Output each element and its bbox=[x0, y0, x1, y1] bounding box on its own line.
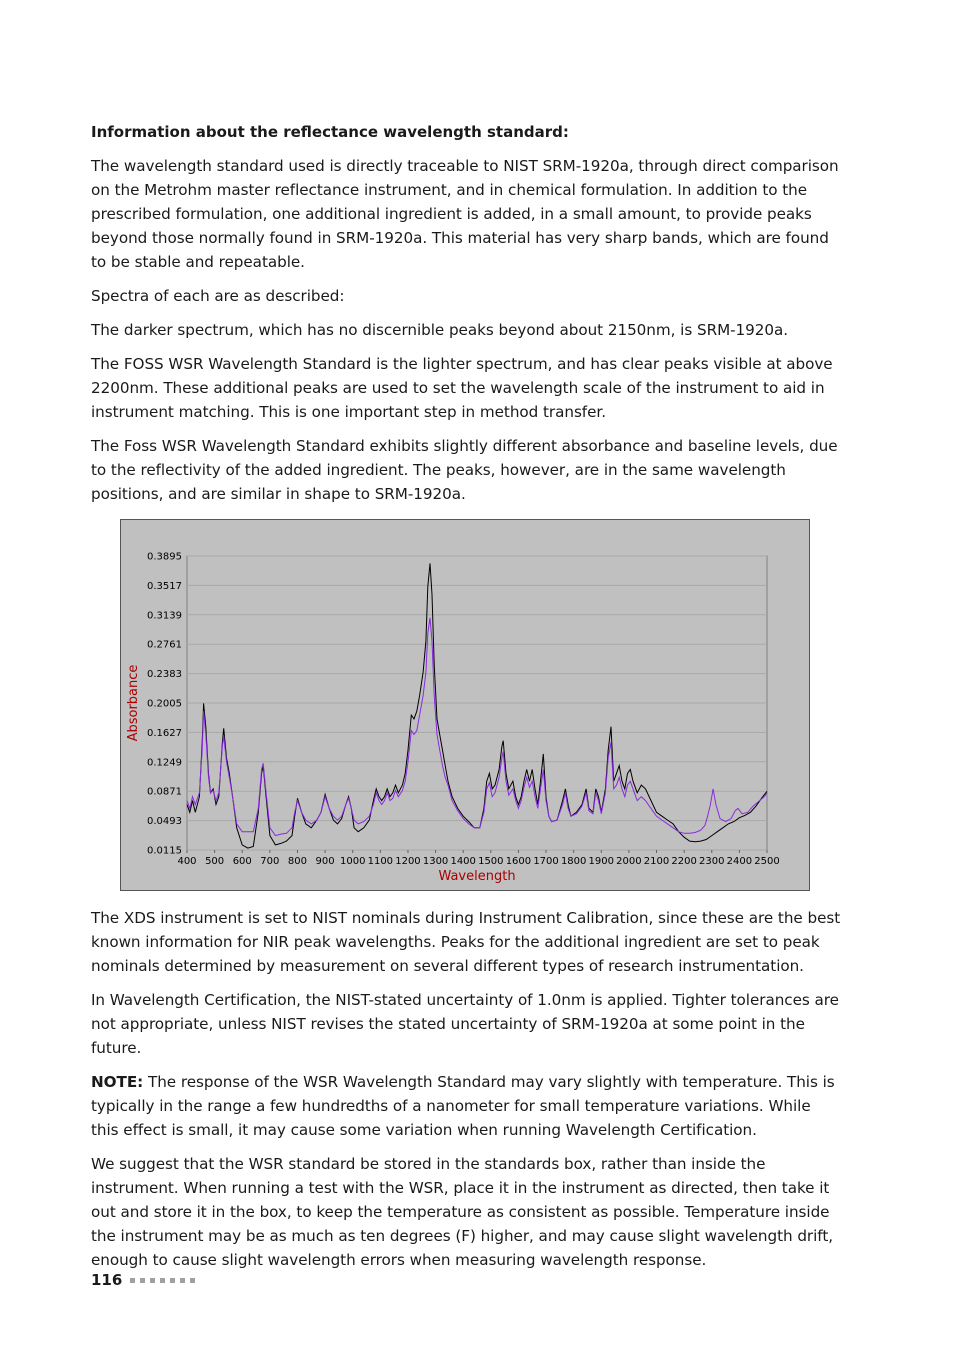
x-tick-label: 700 bbox=[260, 856, 280, 867]
document-page bbox=[91, 120, 841, 516]
y-axis-ticks bbox=[147, 552, 182, 857]
footer-dot bbox=[130, 1278, 135, 1283]
y-tick-label: 0.2005 bbox=[147, 698, 182, 710]
paragraph-spectra-intro: Spectra of each are as described: bbox=[91, 287, 345, 305]
footer-dot bbox=[160, 1278, 165, 1283]
y-tick-label: 0.3895 bbox=[147, 551, 182, 563]
x-tick-label: 1900 bbox=[588, 856, 615, 867]
y-tick-label: 0.1627 bbox=[147, 727, 182, 739]
paragraph-nist-nominals: The XDS instrument is set to NIST nominals during Instrument Calibration, since these are the best known information for NIR peak wavelengths. Peaks for the additional ingredient are set to peak nominals determined by measurement on several different types of research instrumentation. bbox=[91, 909, 841, 975]
x-tick-label: 1000 bbox=[339, 856, 366, 867]
x-tick-label: 1600 bbox=[505, 856, 532, 867]
paragraph-note bbox=[91, 1070, 841, 1142]
footer-dot bbox=[190, 1278, 195, 1283]
paragraph-darker-spectrum: The darker spectrum, which has no discernible peaks beyond about 2150nm, is SRM-1920a. bbox=[91, 321, 789, 339]
x-tick-label: 1500 bbox=[478, 856, 504, 867]
paragraph-uncertainty: In Wavelength Certification, the NIST-stated uncertainty of 1.0nm is applied. Tighter tolerances are not appropriate, unless NIST revises the stated uncertainty of SRM-1920a at some point in the future. bbox=[91, 991, 839, 1057]
y-tick-label: 0.2761 bbox=[147, 639, 182, 651]
x-tick-label: 2400 bbox=[726, 856, 753, 867]
x-tick-label: 1800 bbox=[560, 856, 587, 867]
page-footer bbox=[91, 1268, 195, 1292]
x-tick-label: 1700 bbox=[533, 856, 559, 867]
note-label: NOTE: bbox=[91, 1073, 144, 1091]
x-tick-label: 2100 bbox=[643, 856, 670, 867]
x-tick-label: 1300 bbox=[422, 856, 449, 867]
x-axis-label: Wavelength bbox=[438, 869, 516, 884]
section-heading: Information about the reflectance wavelength standard: bbox=[91, 123, 569, 141]
page-number: 116 bbox=[91, 1271, 123, 1289]
y-tick-label: 0.1249 bbox=[147, 757, 182, 769]
x-tick-label: 1400 bbox=[450, 856, 476, 867]
x-tick-label: 400 bbox=[177, 856, 197, 867]
spectrum-chart bbox=[120, 519, 810, 891]
paragraph-lighter-spectrum: The FOSS WSR Wavelength Standard is the lighter spectrum, and has clear peaks visible at above 2200nm. These additional peaks are used to set the wavelength scale of the instrument to aid in instrument matching. This is one important step in method transfer. bbox=[91, 355, 833, 421]
x-tick-label: 1200 bbox=[395, 856, 421, 867]
y-tick-label: 0.0871 bbox=[147, 786, 182, 798]
x-tick-label: 2500 bbox=[754, 856, 780, 867]
x-axis-ticks bbox=[177, 850, 779, 867]
paragraph-absorbance-differences: The Foss WSR Wavelength Standard exhibits slightly different absorbance and baseline levels, due to the reflectivity of the added ingredient. The peaks, however, are in the same wavelength positions, and are similar in shape to SRM-1920a. bbox=[91, 437, 838, 503]
x-tick-label: 600 bbox=[232, 856, 252, 867]
x-tick-label: 2000 bbox=[616, 856, 642, 867]
spectrum-chart-svg bbox=[121, 520, 809, 890]
footer-dot bbox=[150, 1278, 155, 1283]
x-tick-label: 2300 bbox=[699, 856, 725, 867]
paragraph-traceability: The wavelength standard used is directly traceable to NIST SRM-1920a, through direct comparison on the Metrohm master reflectance instrument, and in chemical formulation. In addition to the prescribed formulation, one additional ingredient is added, in a small amount, to provide peaks beyond those normally found in SRM-1920a. This material has very sharp bands, which are found to be stable and repeatable. bbox=[91, 157, 839, 271]
y-tick-label: 0.0115 bbox=[147, 845, 182, 857]
footer-dot bbox=[170, 1278, 175, 1283]
footer-dot bbox=[140, 1278, 145, 1283]
footer-dots bbox=[130, 1278, 195, 1283]
y-tick-label: 0.2383 bbox=[147, 669, 182, 681]
y-tick-label: 0.3139 bbox=[147, 610, 182, 622]
x-tick-label: 500 bbox=[205, 856, 225, 867]
y-tick-label: 0.3517 bbox=[147, 580, 182, 592]
footer-dot bbox=[180, 1278, 185, 1283]
document-page-lower bbox=[91, 906, 841, 1282]
y-tick-label: 0.0493 bbox=[147, 816, 182, 828]
note-text: The response of the WSR Wavelength Standard may vary slightly with temperature. This is typically in the range a few hundredths of a nanometer for small temperature variations. While this effect is small, it may cause some variation when running Wavelength Certification. bbox=[91, 1073, 835, 1139]
x-tick-label: 900 bbox=[315, 856, 335, 867]
x-tick-label: 1100 bbox=[367, 856, 394, 867]
x-tick-label: 800 bbox=[287, 856, 308, 867]
x-tick-label: 2200 bbox=[671, 856, 697, 867]
y-axis-label: Absorbance bbox=[126, 664, 141, 742]
paragraph-storage: We suggest that the WSR standard be stored in the standards box, rather than inside the instrument. When running a test with the WSR, place it in the instrument as directed, then take it out and store it in the box, to keep the temperature as consistent as possible. Temperature inside the instrument may be as much as ten degrees (F) higher, and may cause slight wavelength drift, enough to cause slight wavelength errors when measuring wavelength response. bbox=[91, 1155, 834, 1269]
